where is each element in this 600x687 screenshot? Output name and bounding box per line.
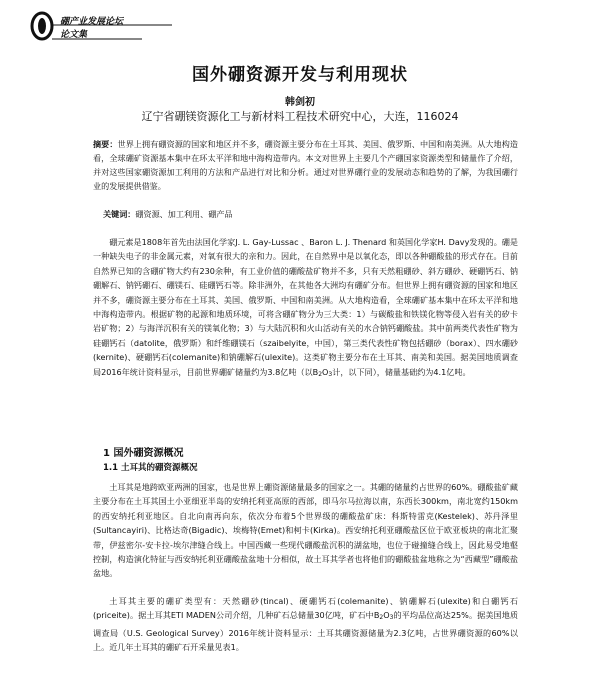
header-series-title: 硼产业发展论坛 xyxy=(60,16,124,26)
turkey-paragraph-2 xyxy=(93,594,518,655)
journal-header xyxy=(22,8,172,44)
intro-paragraph xyxy=(93,235,518,382)
turkey-text-b: 的平均品位高达25%。据美国地质调查局（U.S. Geological Survey）2016年统计资料显示：土耳其硼资源储量为2.3亿吨，占世界硼资源的60%以上。近几年土耳其的硼矿石开采量见表1。 xyxy=(93,610,518,653)
author-name: 韩剑初 xyxy=(285,97,315,108)
section-heading-1-1: 1.1 土耳其的硼资源概况 xyxy=(103,463,198,473)
intro-oxide-o: O xyxy=(322,366,329,377)
turkey-subscript-2: 2 xyxy=(379,614,384,622)
keywords-text: 硼资源、加工利用、硼产品 xyxy=(135,209,233,219)
abstract-text: 世界上拥有硼资源的国家和地区并不多，硼资源主要分布在土耳其、美国、俄罗斯、中国和南美洲。从大地构造看，全球硼矿资源基本集中在环太平洋和地中海构造带内。本文对世界上主要几个产硼国家资源类型和储量作了介绍，并对这些国家硼资源加工利用的方法和产品进行对比和分析。通过对世界硼行业的发展动态和趋势的了解，为我国硼行业的发展提供借鉴。 xyxy=(93,139,518,191)
keywords-label: 关键词： xyxy=(103,209,136,219)
intro-subscript-2: 2 xyxy=(318,370,323,378)
intro-text-a: 硼元素是1808年首先由法国化学家J. L. Gay-Lussac 、Baron L. J. Thenard 和英国化学家H. Davy发现的。硼是一种缺失电子的非金属元素，对氧有很大的亲和力。因此，在自然界中是以氧化态，即以各种硼酸盐的形式存在。目前自然界已知的含硼矿物大约有230余种，有工业价值的硼酸盐矿物并不多，只有天然粗硼砂、斜方硼砂、硬硼钙石、钠硼解石、钠钙硼石、硼镁石、硅硼钙石等。除非洲外，在其他各大洲均有硼矿分布。但世界上拥有硼资源的国家和地区并不多，硼资源主要分布在土耳其、美国、俄罗斯、中国和南美洲。从大地构造看，全球硼矿基本集中在环太平洋和地中海构造带内。根据矿物的起源和地质环境，可将含硼矿物分为三大类：1）与碳酸盐和铁镁化物等侵入岩有关的矽卡岩矿物；2）与海洋沉积有关的镁氧化物；3）与大陆沉积和火山活动有关的水合钠钙硼酸盐。其中前两类代表性矿物为硅硼钙石（datolite，俄罗斯）和纤维硼镁石（szaibelyite，中国），第三类代表性矿物包括硼砂（borax）、四水硼砂(kernite)、硬硼钙石(colemanite)和钠硼解石(ulexite)。这类矿物主要分布在土耳其、南美和美国。据美国地质调查局2016年统计资料显示，目前世界硼矿储量约为3.8亿吨（以B xyxy=(93,237,518,377)
intro-subscript-3: 3 xyxy=(328,370,333,378)
turkey-text-a: 土耳其主要的硼矿类型有：天然硼砂(tincal)、硬硼钙石(colemanite)、钠硼解石(ulexite)和白硼钙石(priceite)。据土耳其ETI MADEN公司介绍，几种矿石总储量30亿吨，矿石中B xyxy=(93,596,518,621)
turkey-paragraph-1: 土耳其是地跨欧亚两洲的国家，也是世界上硼资源储量最多的国家之一。其硼的储量约占世界的60%。硼酸盐矿藏主要分布在土耳其国土小亚细亚半岛的安纳托利亚高原的西部，即马尔马拉海以南，东西长300km，南北宽约150km的西安纳托利亚地区。自北向南再向东，依次分布着5个世界级的硼酸盐矿床：科斯特雷克(Kestelek)、苏丹泽里(Sultancayiri)、比格达奇(Bigadic)、埃梅特(Emet)和柯卡(Kirka)。西安纳托利亚硼酸盐区位于欧亚板块的南北汇聚带，伊兹密尔-安卡拉-埃尔津缝合线上。中国西藏一些现代硼酸盐沉积的湖盆地，也位于碰撞缝合线上，因此易受地壑控制，构造演化特征与西安纳托利亚硼酸盐盆地十分相似，故土耳其学者也将他们的硼酸盐盆地称之为“西藏型”硼酸盐盆地。 xyxy=(93,482,518,579)
author-affiliation: 辽宁省硼镁资源化工与新材料工程技术研究中心，大连，116024 xyxy=(141,110,459,123)
intro-text-b: 计，以下同），储量基础约为4.1亿吨。 xyxy=(332,366,471,377)
header-series-subtitle: 论文集 xyxy=(60,29,88,39)
turkey-subscript-3: 3 xyxy=(389,614,394,622)
section-heading-1: 1 国外硼资源概况 xyxy=(103,448,184,459)
abstract-label: 摘要： xyxy=(93,139,118,149)
turkey-oxide-o: O xyxy=(383,610,390,621)
keywords xyxy=(103,207,233,221)
paper-title: 国外硼资源开发与利用现状 xyxy=(192,65,408,85)
abstract xyxy=(93,137,518,193)
